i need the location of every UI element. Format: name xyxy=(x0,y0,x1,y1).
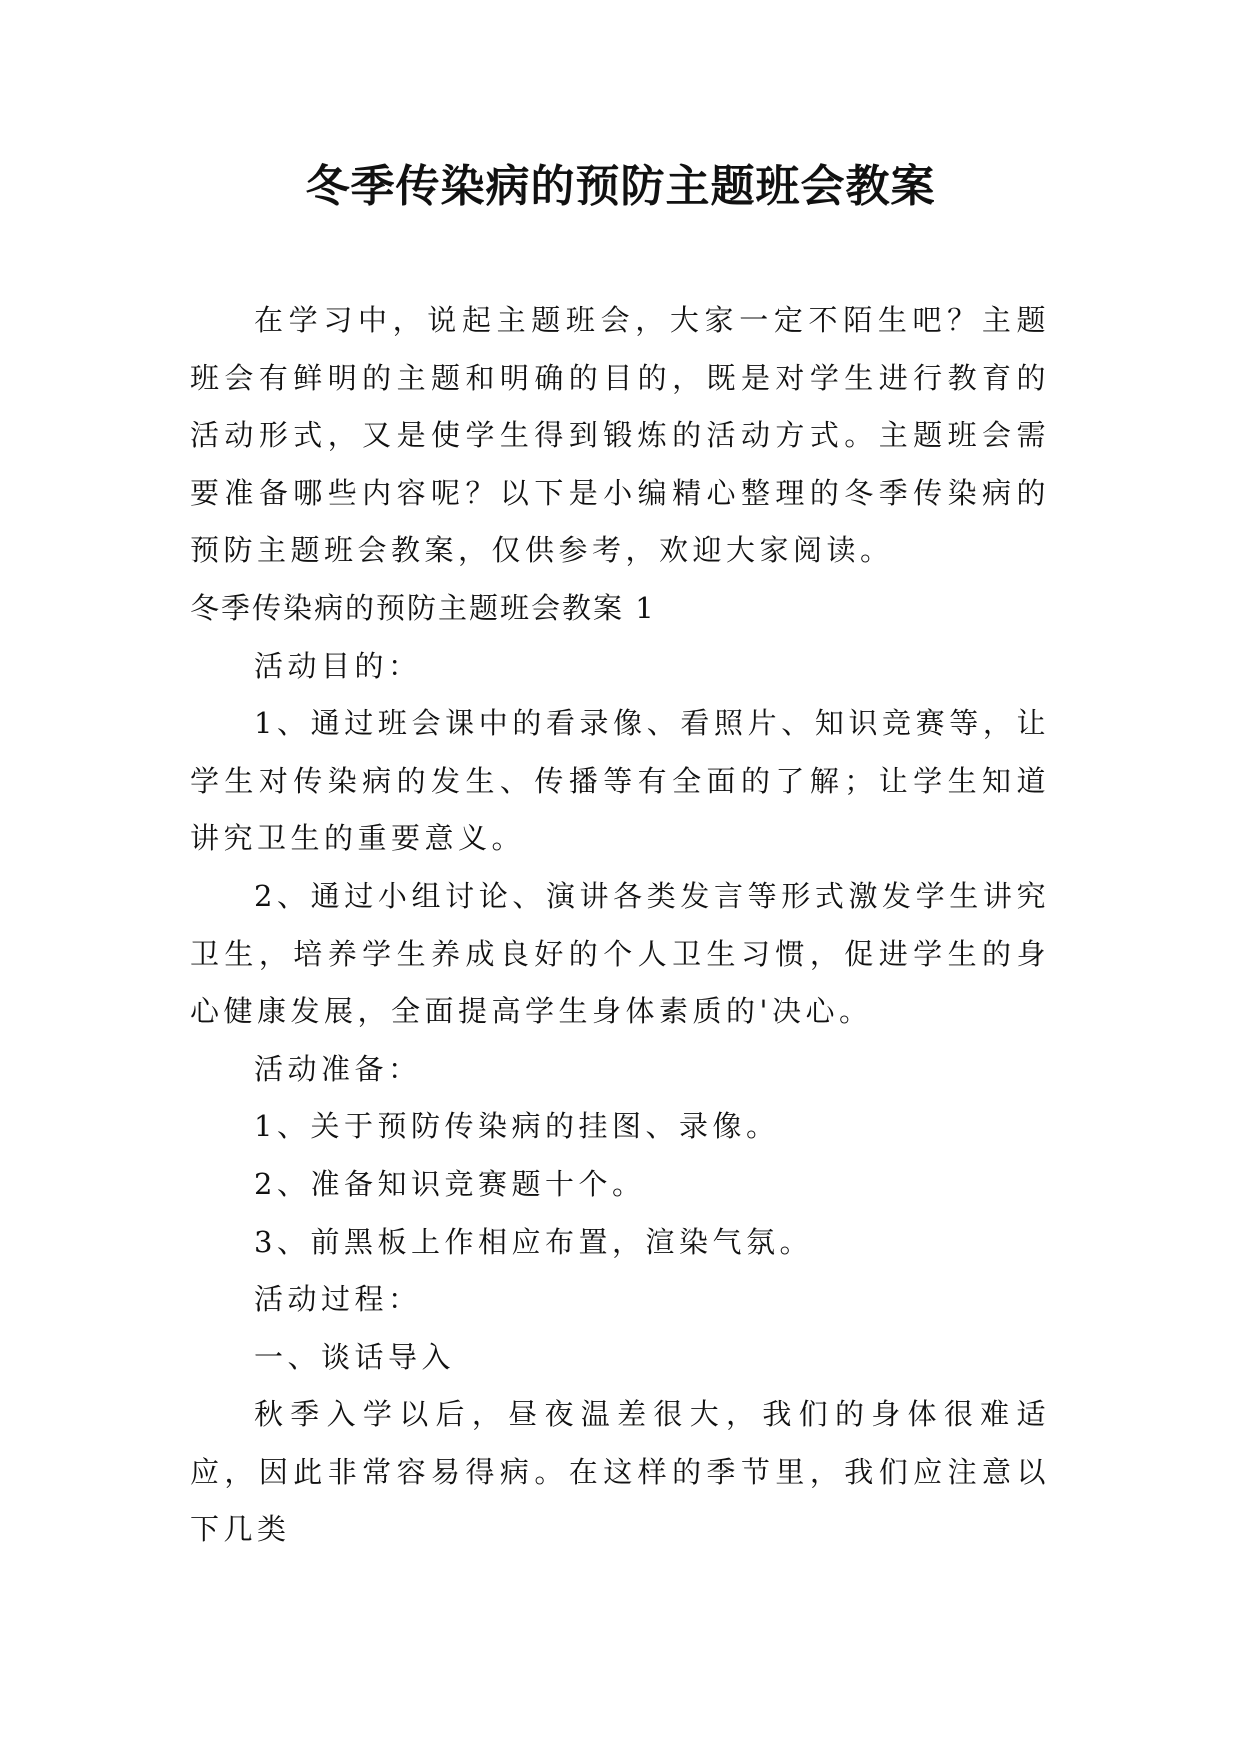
paragraph-activity-goal-heading: 活动目的： xyxy=(254,648,422,683)
paragraph-goal-1: 1、通过班会课中的看录像、看照片、知识竞赛等，让学生对传染病的发生、传播等有全面的了解；让学生知道讲究卫生的重要意义。 xyxy=(190,706,1050,856)
paragraph-preparation-2: 2、准备知识竞赛题十个。 xyxy=(254,1166,646,1201)
intro-paragraph: 在学习中，说起主题班会，大家一定不陌生吧？主题班会有鲜明的主题和明确的目的，既是对学生进行教育的活动形式，又是使学生得到锻炼的活动方式。主题班会需要准备哪些内容呢？以下是小编精心整理的冬季传染病的预防主题班会教案，仅供参考，欢迎大家阅读。 xyxy=(190,303,1050,568)
paragraph-process-heading: 活动过程： xyxy=(254,1282,422,1317)
document-title: 冬季传染病的预防主题班会教案 xyxy=(305,161,936,212)
paragraph-step-1-text: 秋季入学以后，昼夜温差很大，我们的身体很难适应，因此非常容易得病。在这样的季节里，我们应注意以下几类 xyxy=(190,1397,1050,1547)
paragraph-step-1-heading: 一、谈话导入 xyxy=(254,1339,456,1374)
paragraph-preparation-1: 1、关于预防传染病的挂图、录像。 xyxy=(254,1109,780,1144)
section-title: 冬季传染病的预防主题班会教案 1 xyxy=(190,590,656,625)
paragraph-goal-2: 2、通过小组讨论、演讲各类发言等形式激发学生讲究卫生，培养学生养成良好的个人卫生习惯，促进学生的身心健康发展，全面提高学生身体素质的'决心。 xyxy=(190,878,1050,1029)
paragraph-preparation-heading: 活动准备： xyxy=(254,1051,422,1086)
paragraph-preparation-3: 3、前黑板上作相应布置，渲染气氛。 xyxy=(254,1224,813,1259)
document-body xyxy=(190,292,1050,1559)
